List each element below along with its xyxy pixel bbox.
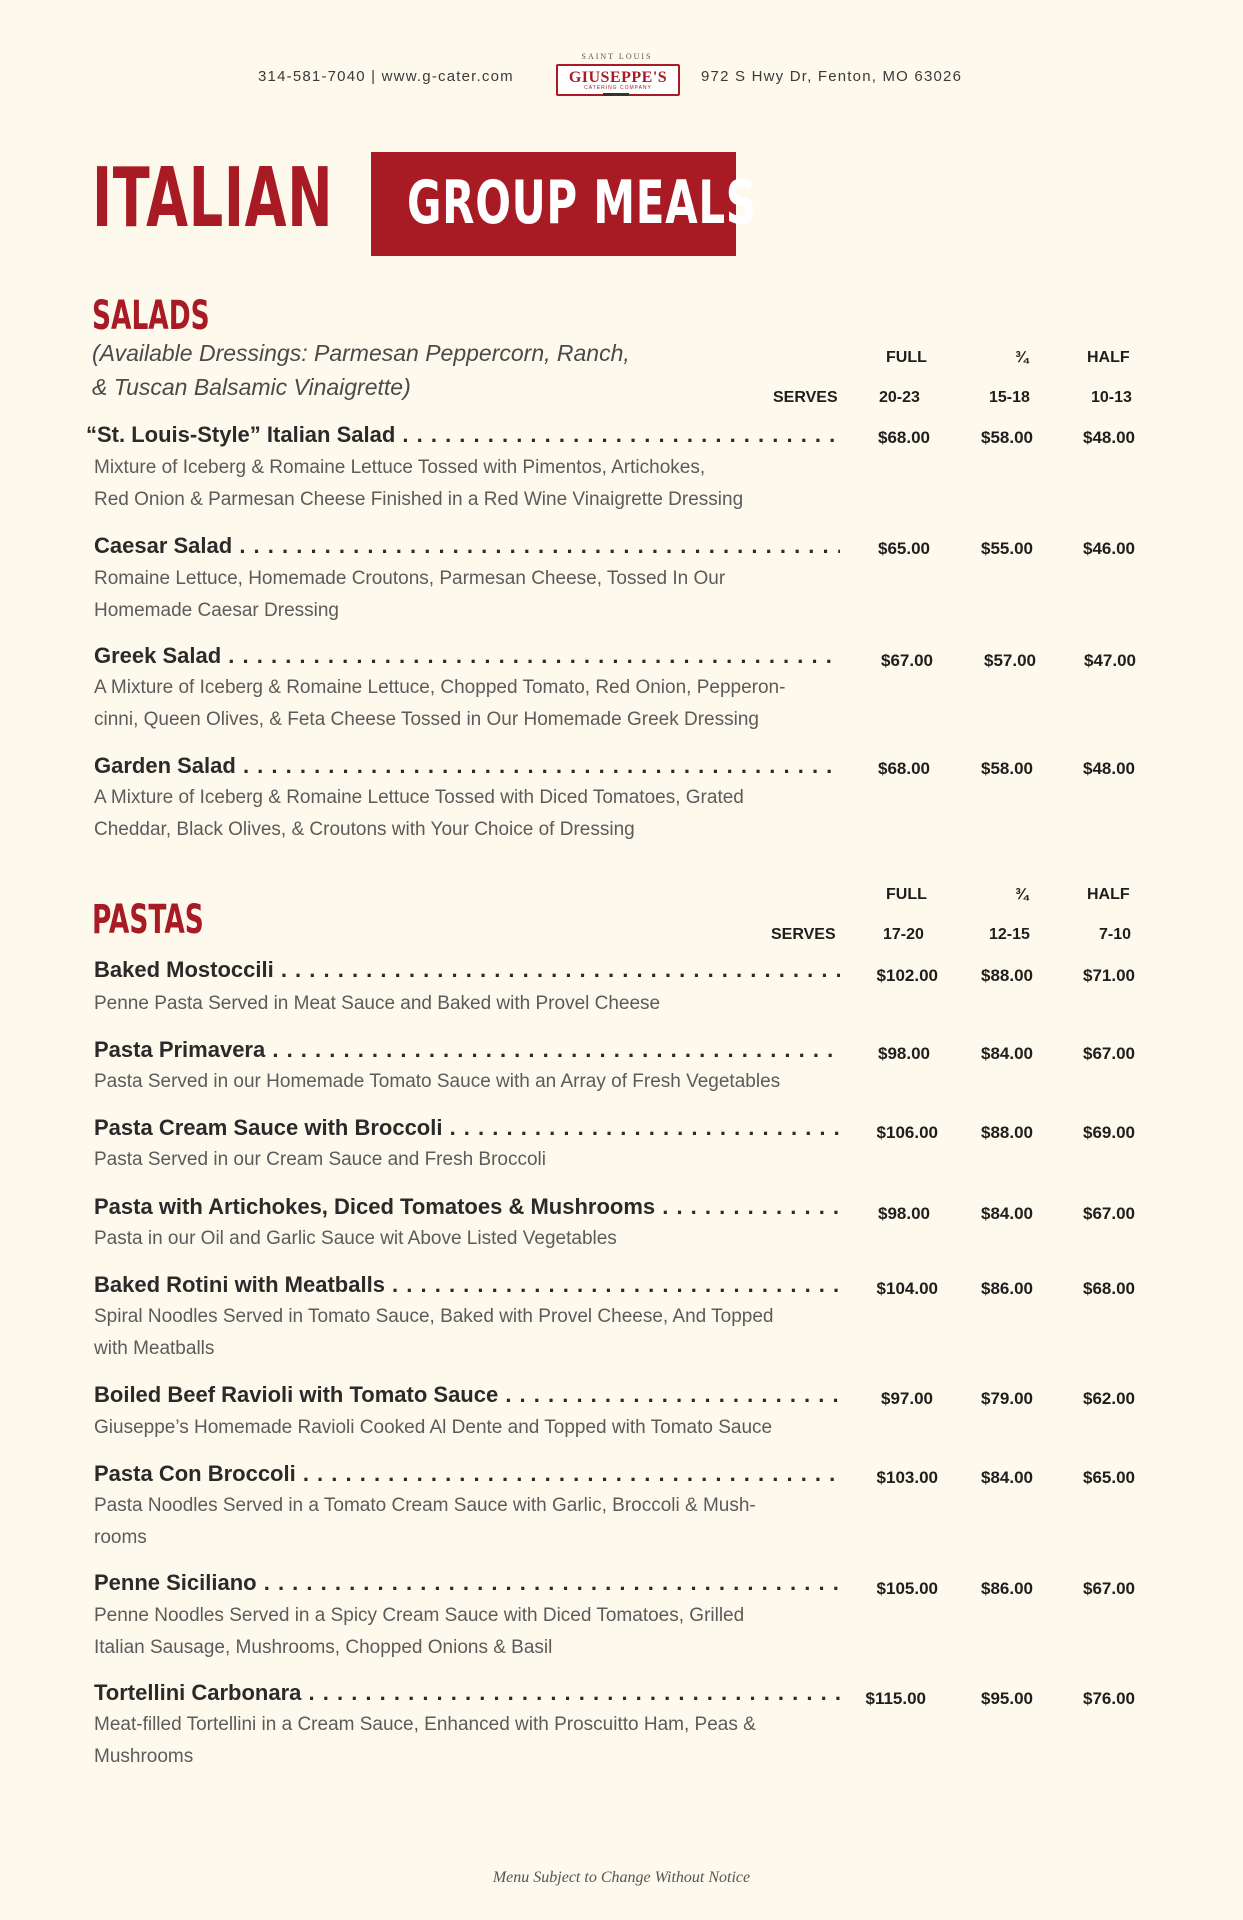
menu-item-description xyxy=(94,1223,884,1255)
description-line: Pasta Served in our Cream Sauce and Fresh Broccoli xyxy=(94,1149,546,1170)
description-line: Romaine Lettuce, Homemade Croutons, Parmesan Cheese, Tossed In Our xyxy=(94,568,726,589)
pastas-serves-full: 17-20 xyxy=(883,926,924,943)
price-half: $67.00 xyxy=(1083,1204,1135,1223)
description-line: Red Onion & Parmesan Cheese Finished in a Red Wine Vinaigrette Dressing xyxy=(94,489,744,510)
price-three-quarter: $86.00 xyxy=(981,1279,1033,1298)
price-full: $115.00 xyxy=(865,1689,926,1708)
description-line: Pasta Served in our Homemade Tomato Sauce with an Array of Fresh Vegetables xyxy=(94,1071,781,1092)
menu-item-description xyxy=(94,1412,884,1444)
price-full: $68.00 xyxy=(878,428,930,447)
pastas-serves-label: SERVES xyxy=(771,926,836,943)
salads-serves-half: 10-13 xyxy=(1091,389,1132,406)
price-three-quarter: $86.00 xyxy=(981,1579,1033,1598)
description-line: Mushrooms xyxy=(94,1746,194,1767)
price-half: $69.00 xyxy=(1083,1123,1135,1142)
menu-item-description xyxy=(94,1709,884,1773)
salads-col-half: HALF xyxy=(1087,349,1130,366)
menu-item-name: Greek Salad . . . xyxy=(94,642,840,670)
pastas-col-three-quarter: ¾ xyxy=(1015,886,1029,903)
salads-serves-label: SERVES xyxy=(773,389,838,406)
dressings-line-1: (Available Dressings: Parmesan Peppercorn, Ranch, xyxy=(92,340,630,366)
description-line: Meat-filled Tortellini in a Cream Sauce, Enhanced with Proscuitto Ham, Peas & xyxy=(94,1714,756,1735)
price-half: $71.00 xyxy=(1083,966,1135,985)
headline-italian: ITALIAN xyxy=(92,151,334,246)
price-half: $65.00 xyxy=(1083,1468,1135,1487)
menu-item-description xyxy=(94,782,884,846)
price-half: $62.00 xyxy=(1083,1389,1135,1408)
pastas-col-half: HALF xyxy=(1087,886,1130,903)
price-three-quarter: $84.00 xyxy=(981,1044,1033,1063)
price-half: $48.00 xyxy=(1083,759,1135,778)
price-full: $103.00 xyxy=(876,1468,938,1487)
description-line: rooms xyxy=(94,1527,147,1548)
description-line: Cheddar, Black Olives, & Croutons with Your Choice of Dressing xyxy=(94,819,635,840)
menu-item-name: Caesar Salad . . . xyxy=(94,532,840,560)
price-half: $68.00 xyxy=(1083,1279,1135,1298)
price-three-quarter: $84.00 xyxy=(981,1468,1033,1487)
price-half: $76.00 xyxy=(1083,1689,1135,1708)
price-three-quarter: $58.00 xyxy=(981,428,1033,447)
salads-title: SALADS xyxy=(92,293,210,339)
description-line: Pasta in our Oil and Garlic Sauce wit Above Listed Vegetables xyxy=(94,1228,617,1249)
dressings-line-2: & Tuscan Balsamic Vinaigrette) xyxy=(92,374,411,400)
description-line: Italian Sausage, Mushrooms, Chopped Onions & Basil xyxy=(94,1637,553,1658)
price-full: $98.00 xyxy=(878,1044,930,1063)
salads-col-three-quarter: ¾ xyxy=(1015,349,1029,366)
description-line: A Mixture of Iceberg & Romaine Lettuce, Chopped Tomato, Red Onion, Pepperon- xyxy=(94,677,786,698)
dressings-note xyxy=(92,336,712,404)
price-full: $67.00 xyxy=(881,651,933,670)
description-line: Spiral Noodles Served in Tomato Sauce, Baked with Provel Cheese, And Topped xyxy=(94,1306,774,1327)
pastas-col-full: FULL xyxy=(886,886,927,903)
pastas-serves-half: 7-10 xyxy=(1099,926,1132,943)
menu-item-description xyxy=(94,1490,884,1554)
footer-note: Menu Subject to Change Without Notice xyxy=(492,1869,751,1886)
price-three-quarter: $58.00 xyxy=(981,759,1033,778)
price-three-quarter: $95.00 xyxy=(981,1689,1033,1708)
pastas-serves-three-quarter: 12-15 xyxy=(989,926,1030,943)
price-three-quarter: $88.00 xyxy=(981,966,1033,985)
menu-item-name: Penne Siciliano . . . xyxy=(94,1569,840,1597)
menu-item-description xyxy=(94,1144,884,1176)
price-full: $68.00 xyxy=(878,759,930,778)
price-half: $67.00 xyxy=(1083,1579,1135,1598)
logo-bar xyxy=(603,93,629,96)
giuseppes-logo xyxy=(553,52,681,98)
menu-item-name: Pasta Cream Sauce with Broccoli . . . xyxy=(94,1114,840,1142)
description-line: cinni, Queen Olives, & Feta Cheese Tossed in Our Homemade Greek Dressing xyxy=(94,709,759,730)
menu-item-description xyxy=(94,672,884,736)
menu-item-description xyxy=(94,1301,884,1365)
description-line: Penne Pasta Served in Meat Sauce and Baked with Provel Cheese xyxy=(94,993,661,1014)
salads-serves-three-quarter: 15-18 xyxy=(989,389,1030,406)
price-full: $105.00 xyxy=(876,1579,938,1598)
price-half: $47.00 xyxy=(1084,651,1136,670)
price-half: $46.00 xyxy=(1083,539,1135,558)
description-line: Mixture of Iceberg & Romaine Lettuce Tossed with Pimentos, Artichokes, xyxy=(94,457,706,478)
menu-item-description xyxy=(94,452,884,516)
price-full: $97.00 xyxy=(881,1389,933,1408)
banner-text: GROUP MEALS xyxy=(407,168,757,238)
price-three-quarter: $84.00 xyxy=(981,1204,1033,1223)
group-meals-banner xyxy=(371,152,757,256)
address: 972 S Hwy Dr, Fenton, MO 63026 xyxy=(701,68,963,85)
pastas-title: PASTAS xyxy=(92,897,204,943)
menu-item-name: Boiled Beef Ravioli with Tomato Sauce . . . xyxy=(94,1381,840,1409)
description-line: Pasta Noodles Served in a Tomato Cream Sauce with Garlic, Broccoli & Mush- xyxy=(94,1495,756,1516)
menu-item-name: Pasta Primavera . . . xyxy=(94,1036,840,1064)
description-line: Giuseppe’s Homemade Ravioli Cooked Al Dente and Topped with Tomato Sauce xyxy=(94,1417,773,1438)
price-half: $67.00 xyxy=(1083,1044,1135,1063)
price-three-quarter: $57.00 xyxy=(984,651,1036,670)
menu-item-name: “St. Louis-Style” Italian Salad . . . xyxy=(86,421,840,449)
logo-top-text: SAINT LOUIS xyxy=(581,52,653,61)
menu-item-name: Baked Rotini with Meatballs . . . xyxy=(94,1271,840,1299)
logo-sub: CATERING COMPANY xyxy=(584,85,652,91)
menu-item-name: Pasta Con Broccoli . . . xyxy=(94,1460,840,1488)
phone-website: 314-581-7040 | www.g-cater.com xyxy=(258,68,514,85)
price-half: $48.00 xyxy=(1083,428,1135,447)
description-line: with Meatballs xyxy=(94,1338,215,1359)
price-three-quarter: $79.00 xyxy=(981,1389,1033,1408)
logo-name: GIUSEPPE'S xyxy=(568,69,668,86)
description-line: A Mixture of Iceberg & Romaine Lettuce Tossed with Diced Tomatoes, Grated xyxy=(94,787,744,808)
price-full: $106.00 xyxy=(876,1123,938,1142)
menu-item-name: Garden Salad . . . xyxy=(94,752,840,780)
menu-item-description xyxy=(94,1066,884,1098)
logo-box xyxy=(556,64,680,96)
menu-item-description xyxy=(94,563,884,627)
contact-bar xyxy=(0,52,1243,100)
salads-serves-full: 20-23 xyxy=(879,389,920,406)
menu-item-name: Baked Mostoccili . . . xyxy=(94,956,840,984)
price-three-quarter: $88.00 xyxy=(981,1123,1033,1142)
salads-col-full: FULL xyxy=(886,349,927,366)
price-full: $104.00 xyxy=(876,1279,938,1298)
menu-item-name: Tortellini Carbonara . . . xyxy=(94,1679,840,1707)
price-full: $65.00 xyxy=(878,539,930,558)
menu-item-description xyxy=(94,1600,884,1664)
menu-item-description xyxy=(94,988,884,1020)
price-full: $98.00 xyxy=(878,1204,930,1223)
price-three-quarter: $55.00 xyxy=(981,539,1033,558)
description-line: Penne Noodles Served in a Spicy Cream Sauce with Diced Tomatoes, Grilled xyxy=(94,1605,745,1626)
price-full: $102.00 xyxy=(876,966,938,985)
menu-item-name: Pasta with Artichokes, Diced Tomatoes & Mushrooms . . . xyxy=(94,1193,840,1221)
description-line: Homemade Caesar Dressing xyxy=(94,600,339,621)
